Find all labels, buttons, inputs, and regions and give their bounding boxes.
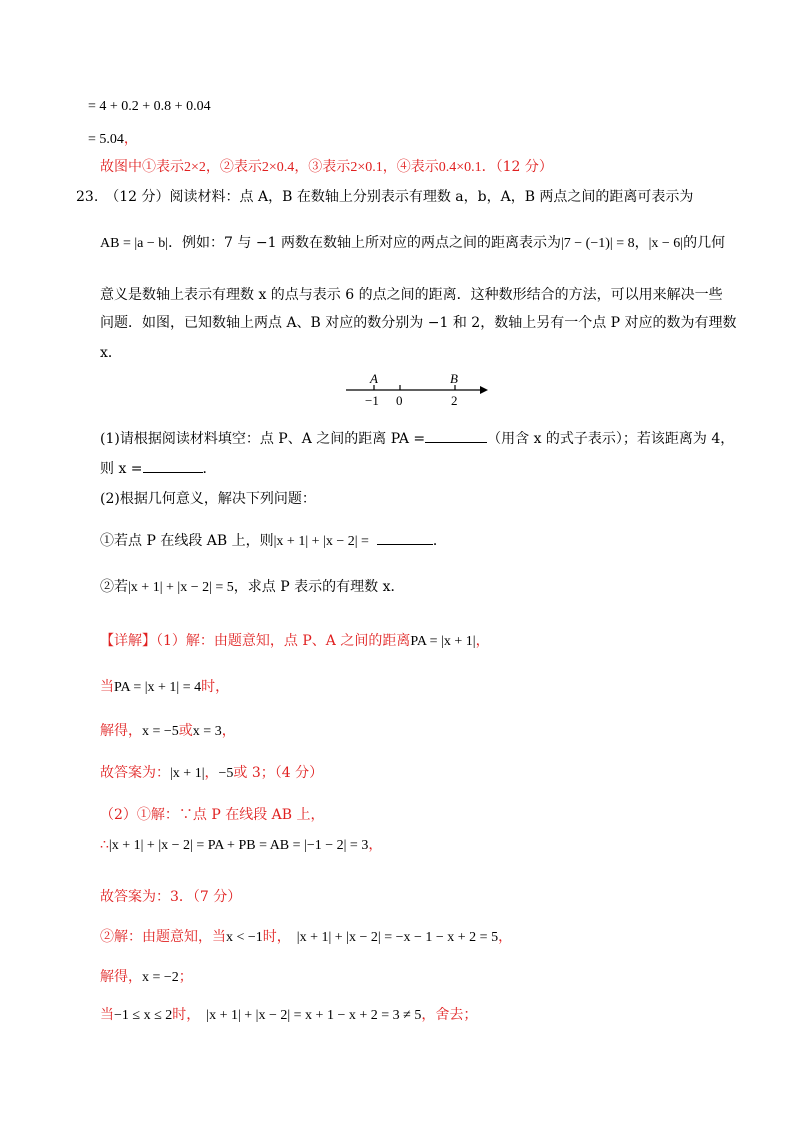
calc-line-1 bbox=[88, 98, 211, 116]
solution-2-line-1 bbox=[100, 806, 325, 824]
solution-2-line-3 bbox=[100, 888, 241, 906]
math: |x + 1| + |x − 2| = −x − 1 − x + 2 = 5 bbox=[296, 930, 499, 945]
math: 2×0.4 bbox=[261, 160, 295, 175]
text: 解得， bbox=[100, 723, 142, 739]
text: ； bbox=[178, 969, 193, 985]
text: 当 bbox=[100, 1007, 114, 1023]
math: AB = |a − b| bbox=[100, 236, 169, 251]
text: ， bbox=[498, 929, 513, 945]
text: 问题．如图，已知数轴上两点 A、B 对应的数分别为 −1 和 2，数轴上另有一个点 P 对应的数为有理数 bbox=[100, 315, 737, 331]
text: ②若 bbox=[100, 579, 128, 595]
solution-2-2-line-2 bbox=[100, 968, 193, 987]
math: PA = |x + 1| = 4 bbox=[114, 680, 202, 695]
text: 或 3；（4 分） bbox=[233, 765, 324, 781]
point-a-label: A bbox=[370, 371, 378, 386]
text: ． bbox=[202, 461, 217, 477]
text: 时， bbox=[172, 1007, 201, 1023]
text: ， bbox=[634, 235, 649, 251]
part-2-heading bbox=[100, 490, 316, 508]
text: 当 bbox=[100, 679, 114, 695]
text: ． bbox=[432, 533, 447, 549]
answer-line-figure bbox=[100, 158, 553, 177]
math: |x + 1| bbox=[170, 766, 205, 781]
question-23-line-2 bbox=[100, 234, 725, 253]
math: |x + 1| + |x − 2| = 5 bbox=[128, 580, 234, 595]
math: x = 3 bbox=[192, 724, 222, 739]
answer-blank bbox=[377, 530, 433, 545]
text: ，求点 P 表示的有理数 x． bbox=[233, 579, 405, 595]
math: 0.4×0.1 bbox=[438, 160, 482, 175]
solution-1-line-1 bbox=[100, 632, 490, 651]
text: ， bbox=[368, 837, 383, 853]
part-1-line-2 bbox=[100, 458, 217, 478]
text: ， bbox=[204, 765, 219, 781]
calc-line-2 bbox=[88, 130, 138, 149]
calc-text: = 5.04 bbox=[88, 132, 124, 147]
solution-2-2-line-1 bbox=[100, 928, 512, 947]
point-b-label: B bbox=[450, 371, 458, 386]
text: 解得， bbox=[100, 969, 142, 985]
arrow-right-icon bbox=[480, 386, 488, 394]
solution-1-line-2 bbox=[100, 678, 229, 697]
tick-label-2: 2 bbox=[451, 393, 458, 408]
text: ，④表示 bbox=[382, 159, 439, 175]
tick-label-0: 0 bbox=[396, 393, 403, 408]
text: (2)根据几何意义，解决下列问题： bbox=[100, 491, 316, 507]
text: ，②表示 bbox=[205, 159, 262, 175]
question-23-line-5 bbox=[100, 344, 122, 362]
text: ，舍去； bbox=[421, 1007, 478, 1023]
comma: ， bbox=[123, 131, 138, 147]
text: 或 bbox=[178, 723, 193, 739]
math: |x + 1| + |x − 2| = x + 1 − x + 2 = 3 ≠ 5 bbox=[206, 1008, 422, 1023]
math: x < −1 bbox=[226, 930, 263, 945]
math: 2×2 bbox=[184, 160, 206, 175]
text: 时， bbox=[262, 929, 291, 945]
text: 【详解】（1）解：由题意知，点 P、A 之间的距离 bbox=[100, 633, 411, 649]
text: 故图中①表示 bbox=[100, 159, 184, 175]
math: |x − 6| bbox=[648, 236, 684, 251]
tick-label-neg1: −1 bbox=[365, 393, 379, 408]
math: |7 − (−1)| = 8 bbox=[560, 236, 635, 251]
math: |x + 1| + |x − 2| = bbox=[273, 534, 369, 549]
text: 故答案为： bbox=[100, 765, 170, 781]
math: −5 bbox=[218, 766, 234, 781]
text: ，③表示 bbox=[294, 159, 351, 175]
text: （用含 x 的式子表示）；若该距离为 4， bbox=[487, 431, 735, 447]
part-1-line-1 bbox=[100, 428, 734, 448]
text: 意义是数轴上表示有理数 x 的点与表示 6 的点之间的距离．这种数形结合的方法，可以用来解决一些 bbox=[100, 287, 723, 303]
text: ①若点 P 在线段 AB 上，则 bbox=[100, 533, 274, 549]
math: PA = |x + 1| bbox=[410, 634, 476, 649]
answer-blank bbox=[425, 428, 487, 443]
text: ．例如：7 与 −1 两数在数轴上所对应的两点之间的距离表示为 bbox=[168, 235, 561, 251]
text: 故答案为：3．（7 分） bbox=[100, 889, 242, 905]
answer-blank bbox=[143, 458, 203, 473]
text: 则 x = bbox=[100, 461, 143, 477]
math: |x + 1| + |x − 2| = PA + PB = AB = |−1 − 2| = 3 bbox=[108, 838, 369, 853]
text: ， bbox=[221, 723, 236, 739]
math: −1 ≤ x ≤ 2 bbox=[114, 1008, 173, 1023]
math: 2×0.1 bbox=[350, 160, 383, 175]
therefore-symbol: ∴ bbox=[100, 837, 109, 853]
text: x． bbox=[100, 345, 122, 361]
text: 的几何 bbox=[683, 235, 726, 251]
text: 时， bbox=[201, 679, 230, 695]
part-2-2 bbox=[100, 578, 404, 597]
math: x = −2 bbox=[142, 970, 179, 985]
number-line-figure bbox=[340, 370, 490, 410]
solution-1-line-4 bbox=[100, 764, 323, 783]
text: (1)请根据阅读材料填空：点 P、A 之间的距离 PA = bbox=[100, 431, 426, 447]
question-23-intro bbox=[76, 188, 693, 206]
question-23-line-3 bbox=[100, 286, 723, 304]
question-23-line-4 bbox=[100, 314, 737, 332]
math: x = −5 bbox=[142, 724, 179, 739]
solution-2-2-line-3 bbox=[100, 1006, 477, 1025]
text: （2）①解：∵点 P 在线段 AB 上， bbox=[100, 807, 325, 823]
text: ．（12 分） bbox=[481, 159, 553, 175]
calc-text: = 4 + 0.2 + 0.8 + 0.04 bbox=[88, 99, 211, 114]
text: ②解：由题意知，当 bbox=[100, 929, 226, 945]
part-2-1 bbox=[100, 530, 447, 551]
solution-1-line-3 bbox=[100, 722, 236, 741]
text: ， bbox=[475, 633, 490, 649]
text: 23. （12 分）阅读材料：点 A，B 在数轴上分别表示有理数 a，b，A，B 两点之间的距离可表示为 bbox=[76, 189, 694, 205]
solution-2-line-2 bbox=[100, 836, 382, 855]
